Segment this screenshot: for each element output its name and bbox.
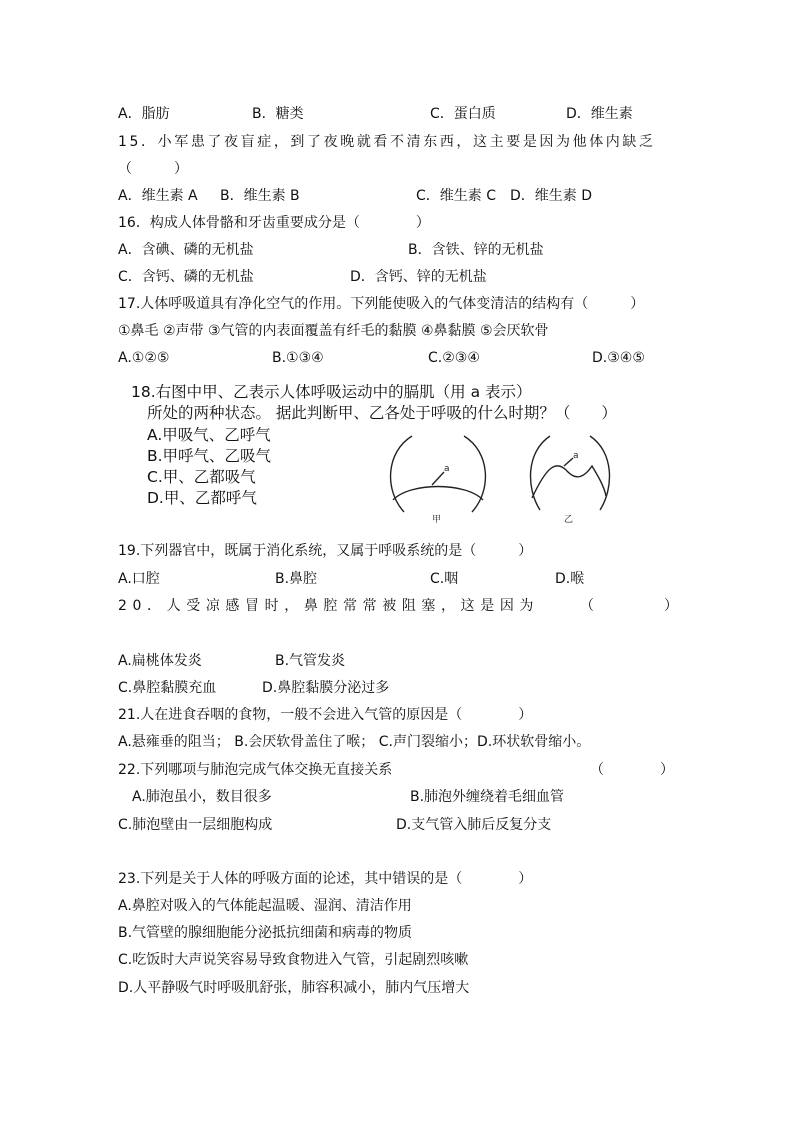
jia-left-wall: [391, 436, 412, 512]
q18-stem-line2: 所处的两种状态。 据此判断甲、乙各处于呼吸的什么时期？（ ）: [147, 404, 617, 422]
diagram-jia: [391, 436, 486, 512]
q19-option-c: C.咽: [430, 571, 459, 587]
q19-option-a: A.口腔: [118, 571, 160, 587]
diaphragm-diagram: [380, 428, 620, 528]
q19-stem: 19.下列器官中，既属于消化系统，又属于呼吸系统的是（ ）: [118, 543, 533, 559]
q19-option-b: B.鼻腔: [275, 571, 318, 587]
q23-option-c: C.吃饭时大声说笑容易导致食物进入气管，引起剧烈咳嗽: [118, 952, 469, 968]
q15-option-b: B．维生素 B: [220, 188, 300, 204]
q14-option-c: C．蛋白质: [430, 106, 496, 122]
q15-option-d: D．维生素 D: [510, 188, 593, 204]
q23-option-d: D.人平静吸气时呼吸肌舒张，肺容积减小，肺内气压增大: [118, 980, 470, 996]
q20-stem: 20．人受凉感冒时，鼻腔常常被阻塞，这是因为: [118, 598, 540, 614]
q22-stem: 22.下列哪项与肺泡完成气体交换无直接关系: [118, 762, 393, 778]
q18-option-c: C.甲、乙都吸气: [147, 468, 256, 486]
q18-option-d: D.甲、乙都呼气: [147, 489, 257, 507]
q15-option-c: C．维生素 C: [416, 188, 497, 204]
q20-option-c: C.鼻腔黏膜充血: [118, 680, 217, 696]
q16-option-c: C．含钙、磷的无机盐: [118, 269, 254, 285]
q14-option-d: D．维生素: [566, 106, 633, 122]
diagram-yi: [531, 436, 610, 510]
q22-answer-paren: （ ）: [590, 762, 674, 778]
q20-option-a: A.扁桃体发炎: [118, 653, 202, 669]
q17-option-a: A.①②⑤: [118, 350, 170, 366]
q15-stem: 15．小军患了夜盲症，到了夜晚就看不清东西，这主要是因为他体内缺乏: [118, 134, 656, 150]
q14-option-a: A．脂肪: [118, 106, 170, 122]
q18-option-a: A.甲吸气、乙呼气: [147, 426, 271, 444]
q21-stem: 21.人在进食吞咽的食物，一般不会进入气管的原因是（ ）: [118, 707, 533, 723]
q23-option-b: B.气管壁的腺细胞能分泌抵抗细菌和病毒的物质: [118, 925, 413, 941]
q17-option-d: D.③④⑤: [592, 350, 645, 366]
q22-option-d: D.支气管入肺后反复分支: [396, 817, 552, 833]
q15-option-a: A．维生素 A: [118, 188, 198, 204]
q16-option-d: D．含钙、锌的无机盐: [350, 269, 487, 285]
q17-option-b: B.①③④: [272, 350, 324, 366]
q18-option-b: B.甲呼气、乙吸气: [147, 447, 272, 465]
q22-option-b: B.肺泡外缠绕着毛细血管: [410, 789, 565, 805]
jia-label: 甲: [432, 515, 442, 525]
q20-option-d: D.鼻腔黏膜分泌过多: [262, 680, 390, 696]
q17-option-c: C.②③④: [428, 350, 480, 366]
q16-option-b: B．含铁、锌的无机盐: [408, 242, 544, 258]
q20-answer-paren: （ ）: [580, 598, 678, 614]
yi-diaphragm: [532, 466, 606, 498]
jia-a-pointer: [432, 472, 444, 485]
jia-label-a: a: [444, 464, 450, 474]
q16-option-a: A．含碘、磷的无机盐: [118, 242, 254, 258]
q20-option-b: B.气管发炎: [275, 653, 346, 669]
q22-option-a: A.肺泡虽小，数目很多: [132, 789, 272, 805]
q22-option-c: C.肺泡壁由一层细胞构成: [118, 817, 273, 833]
yi-a-pointer: [564, 458, 573, 466]
q18-stem-line1: 18.右图中甲、乙表示人体呼吸运动中的膈肌（用 a 表示）: [131, 383, 532, 401]
yi-label: 乙: [564, 515, 574, 525]
yi-label-a: a: [573, 451, 579, 461]
q23-option-a: A.鼻腔对吸入的气体能起温暖、湿润、清洁作用: [118, 898, 412, 914]
jia-diaphragm: [393, 487, 483, 501]
q19-option-d: D.喉: [555, 571, 585, 587]
q17-items: ①鼻毛 ②声带 ③气管的内表面覆盖有纤毛的黏膜 ④鼻黏膜 ⑤会厌软骨: [118, 323, 549, 339]
yi-right-wall: [590, 436, 609, 510]
q23-stem: 23.下列是关于人体的呼吸方面的论述，其中错误的是（ ）: [118, 871, 533, 887]
q14-option-b: B．糖类: [252, 106, 304, 122]
q21-options: A.悬雍垂的阻当； B.会厌软骨盖住了喉； C.声门裂缩小；D.环状软骨缩小。: [118, 734, 591, 750]
q16-stem: 16．构成人体骨骼和牙齿重要成分是（ ）: [118, 215, 430, 231]
q17-stem: 17.人体呼吸道具有净化空气的作用。下列能使吸入的气体变清洁的结构有（ ）: [118, 296, 645, 312]
q15-answer-paren: （ ）: [118, 161, 188, 177]
jia-right-wall: [464, 436, 485, 512]
